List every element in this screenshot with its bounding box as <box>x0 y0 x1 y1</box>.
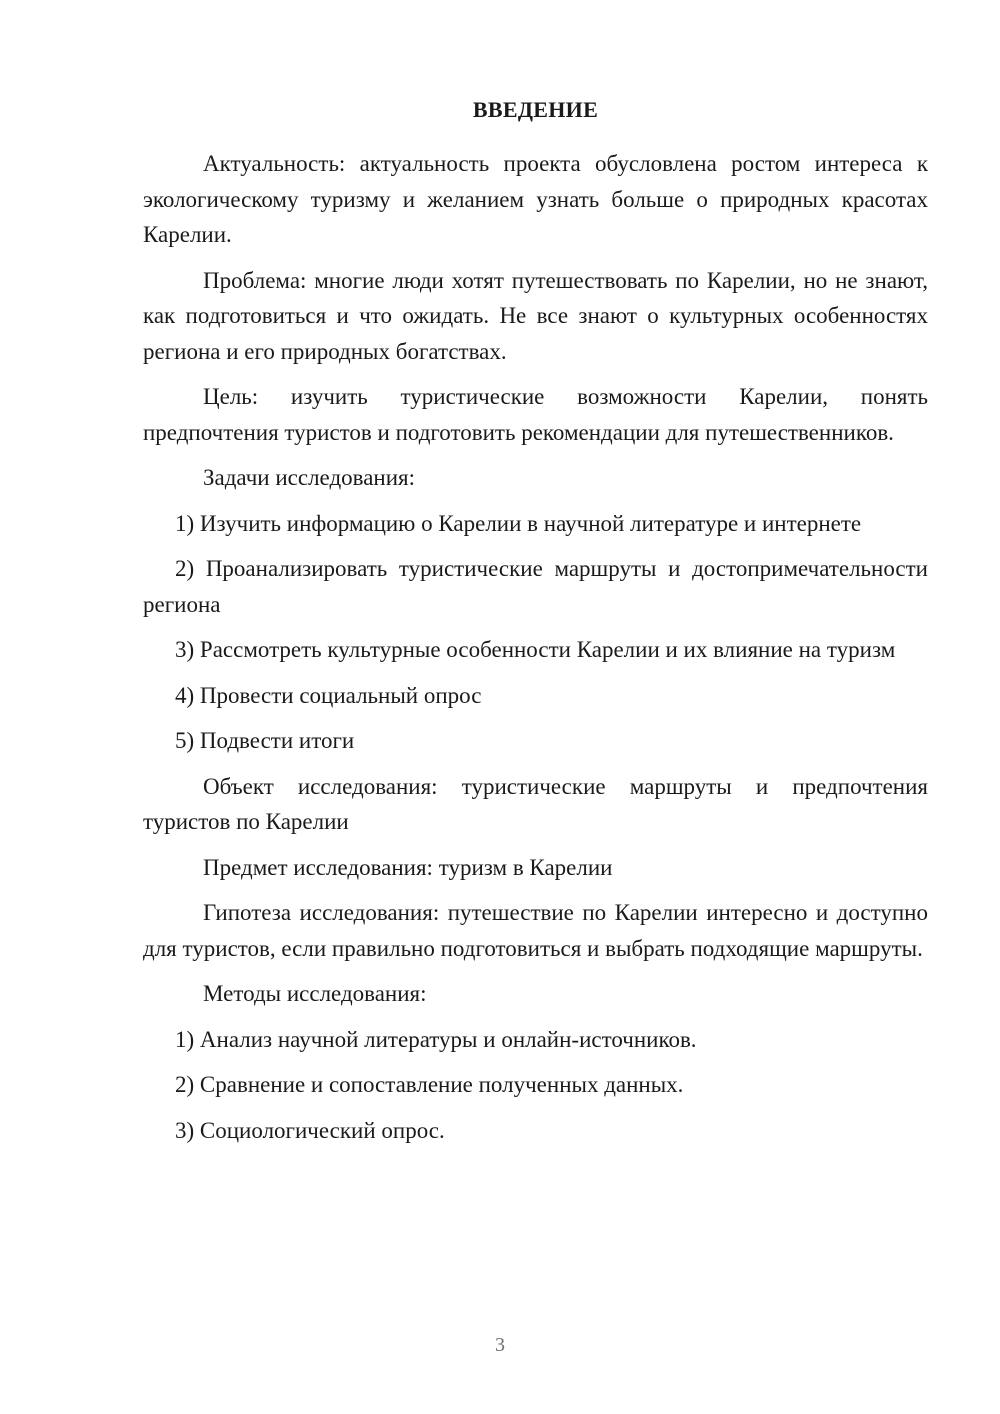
task-item: 5) Подвести итоги <box>175 728 355 753</box>
goal-paragraph: Цель: изучить туристические возможности Карелии, понять предпочтения туристов и подготовить рекомендации для путешественников. <box>143 384 928 445</box>
page-number: 3 <box>495 1334 505 1356</box>
subject-paragraph: Предмет исследования: туризм в Карелии <box>203 854 613 880</box>
tasks-heading: Задачи исследования: <box>203 465 416 490</box>
document-page <box>143 96 928 1158</box>
relevance-paragraph: Актуальность: актуальность проекта обусловлена ростом интереса к экологическому туризму и желанием узнать больше о природных красотах Карелии. <box>143 151 928 247</box>
method-item: 2) Сравнение и сопоставление полученных данных. <box>175 1072 684 1097</box>
task-item: 1) Изучить информацию о Карелии в научной литературе и интернете <box>175 510 862 536</box>
method-item: 1) Анализ научной литературы и онлайн-источников. <box>175 1026 697 1052</box>
task-item: 2) Проанализировать туристические маршруты и достопримечательности региона <box>143 556 928 617</box>
methods-heading: Методы исследования: <box>203 981 427 1006</box>
task-item: 3) Рассмотреть культурные особенности Карелии и их влияние на туризм <box>175 637 896 662</box>
method-item: 3) Социологический опрос. <box>175 1117 445 1143</box>
task-item: 4) Провести социальный опрос <box>175 682 482 708</box>
section-title: ВВЕДЕНИЕ <box>472 97 599 122</box>
hypothesis-paragraph: Гипотеза исследования: путешествие по Карелии интересно и доступно для туристов, если правильно подготовиться и выбрать подходящие маршруты. <box>143 900 928 961</box>
object-paragraph: Объект исследования: туристические маршруты и предпочтения туристов по Карелии <box>143 773 928 834</box>
problem-paragraph: Проблема: многие люди хотят путешествовать по Карелии, но не знают, как подготовиться и что ожидать. Не все знают о культурных особенностях региона и его природных богатствах. <box>143 267 928 364</box>
